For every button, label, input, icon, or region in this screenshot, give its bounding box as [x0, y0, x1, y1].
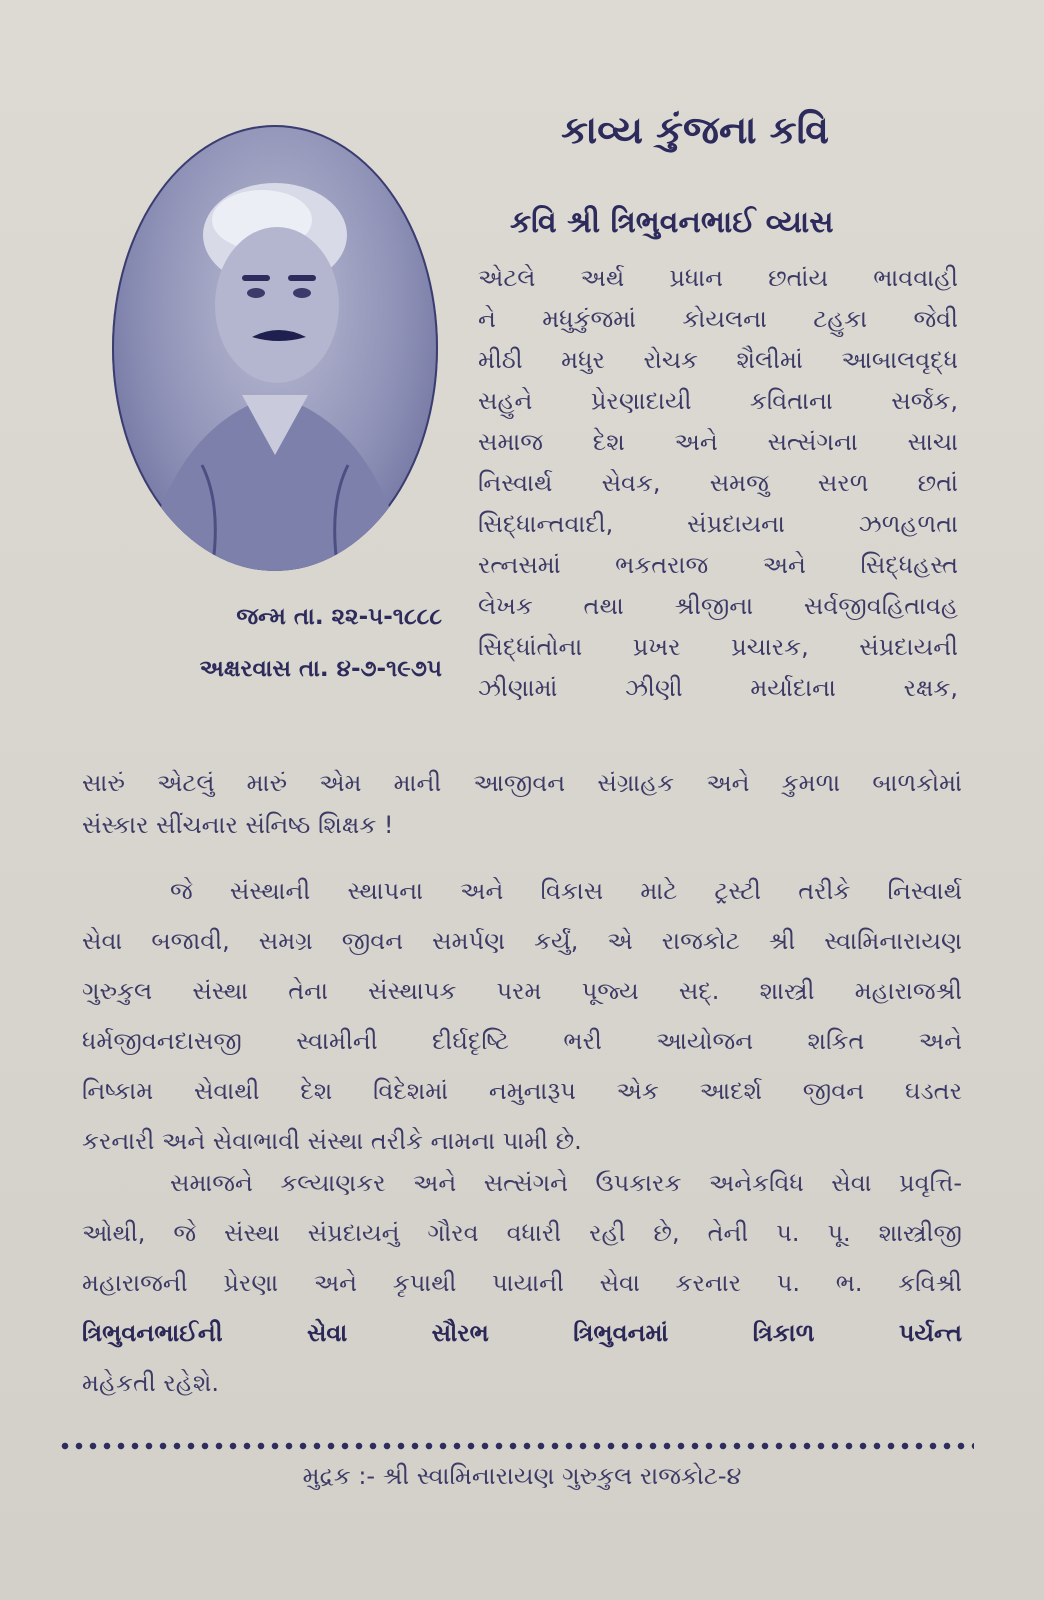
birth-date: જન્મ તા. ૨૨-૫-૧૮૮૮ [236, 604, 442, 630]
poet-name: કવિ શ્રી ત્રિભુવનભાઈ વ્યાસ [510, 205, 834, 240]
text-line: ઓથી, જે સંસ્થા સંપ્રદાયનું ગૌરવ વધારી રહી છે, તેની પ. પૂ. શાસ્ત્રીજી [82, 1219, 962, 1247]
text-line: જે સંસ્થાની સ્થાપના અને વિકાસ માટે ટ્રસ્ટી તરીકે નિસ્વાર્થ [170, 877, 962, 905]
text-line: સારું એટલું મારું એમ માની આજીવન સંગ્રાહક અને કુમળા બાળકોમાં [82, 769, 962, 797]
text-line: મહેકતી રહેશે. [82, 1369, 219, 1397]
paragraph-gurukul [82, 866, 962, 1166]
paragraph-tribute [82, 1158, 962, 1408]
text-line: સિદ્ધાન્તવાદી, સંપ્રદાયના ઝળહળતા [478, 510, 958, 538]
text-line: એટલે અર્થ પ્રધાન છતાંય ભાવવાહી [478, 264, 958, 292]
dotted-divider [58, 1440, 974, 1452]
text-line: સમાજ દેશ અને સત્સંગના સાચા [478, 428, 958, 456]
text-line: ને મધુકુંજમાં કોયલના ટહુકા જેવી [478, 305, 958, 333]
poet-portrait-image [112, 125, 438, 571]
text-line: સંસ્કાર સીંચનાર સંનિષ્ઠ શિક્ષક ! [82, 811, 394, 839]
text-line: સિદ્ધાંતોના પ્રખર પ્રચારક, સંપ્રદાયની [478, 633, 958, 661]
text-line: કરનારી અને સેવાભાવી સંસ્થા તરીકે નામના પામી છે. [82, 1127, 582, 1155]
text-line: મહારાજની પ્રેરણા અને કૃપાથી પાયાની સેવા કરનાર પ. ભ. કવિશ્રી [82, 1269, 962, 1297]
death-date: અક્ષરવાસ તા. ૪-૭-૧૯૭૫ [199, 656, 442, 682]
intro-right-column [478, 258, 958, 709]
text-line: ત્રિભુવનભાઈની સેવા સૌરભ ત્રિભુવનમાં ત્રિકાળ પર્યન્ત [82, 1319, 962, 1347]
text-line: સમાજને કલ્યાણકર અને સત્સંગને ઉપકારક અનેકવિધ સેવા પ્રવૃત્તિ- [170, 1169, 962, 1197]
text-line: નિષ્કામ સેવાથી દેશ વિદેશમાં નમુનારૂપ એક આદર્શ જીવન ઘડતર [82, 1077, 962, 1105]
text-line: રત્નસમાં ભકતરાજ અને સિદ્ધહસ્ત [478, 551, 958, 579]
text-line: ગુરુકુલ સંસ્થા તેના સંસ્થાપક પરમ પૂજ્ય સદ્. શાસ્ત્રી મહારાજશ્રી [82, 977, 962, 1005]
text-line: સહુને પ્રેરણાદાયી કવિતાના સર્જક, [478, 387, 958, 415]
intro-full-lines [82, 762, 962, 846]
page-title: કાવ્ય કુંજના કવિ [561, 108, 829, 152]
text-line: લેખક તથા શ્રીજીના સર્વજીવહિતાવહ [478, 592, 958, 620]
text-line: નિસ્વાર્થ સેવક, સમજુ સરળ છતાં [478, 469, 958, 497]
text-line: સેવા બજાવી, સમગ્ર જીવન સમર્પણ કર્યું, એ રાજકોટ શ્રી સ્વામિનારાયણ [82, 927, 962, 955]
text-line: ધર્મજીવનદાસજી સ્વામીની દીર્ઘદૃષ્ટિ ભરી આયોજન શકિત અને [82, 1027, 962, 1055]
printer-footer: મુદ્રક :- શ્રી સ્વામિનારાયણ ગુરુકુલ રાજકોટ-૪ [302, 1462, 742, 1490]
text-line: ઝીણામાં ઝીણી મર્યાદાના રક્ષક, [478, 674, 958, 702]
text-line: મીઠી મધુર રોચક શૈલીમાં આબાલવૃદ્ધ [478, 346, 958, 374]
